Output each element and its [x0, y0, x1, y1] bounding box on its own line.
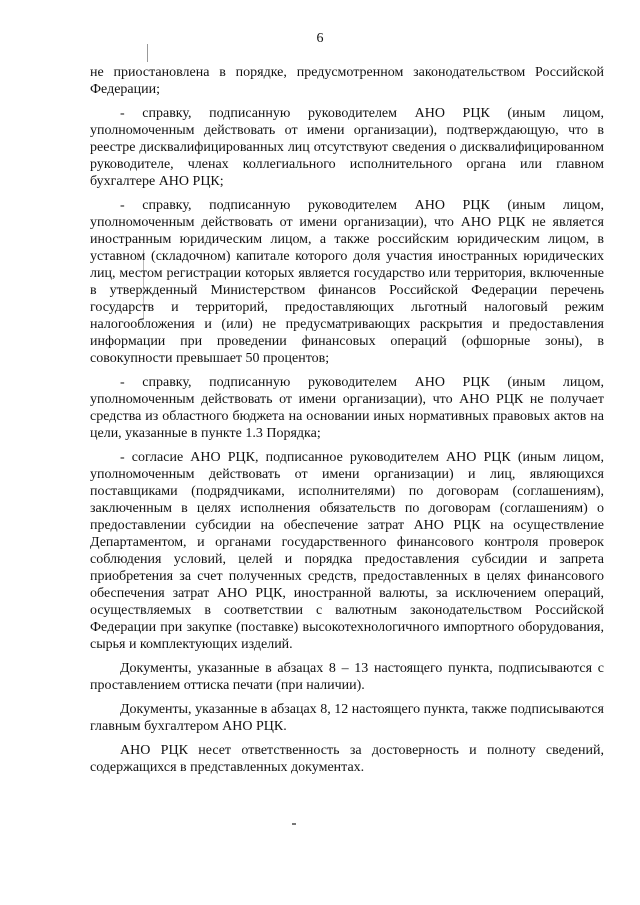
- paragraph-responsibility: АНО РЦК несет ответственность за достоверность и полноту сведений, содержащихся в представленных документах.: [90, 743, 604, 775]
- paragraph-continuation: не приостановлена в порядке, предусмотренном законодательством Российской Федерации;: [90, 65, 604, 97]
- paragraph-documents-accountant: Документы, указанные в абзацах 8, 12 настоящего пункта, также подписываются главным бухгалтером АНО РЦК.: [90, 702, 604, 734]
- scan-dot: [292, 823, 296, 825]
- paragraph-consent: - согласие АНО РЦК, подписанное руководителем АНО РЦК (иным лицом, уполномоченным действовать от имени организации) и лиц, являющихся поставщиками (подрядчиками, исполнителями) по договорам (соглашениям), заключенным в целях исполнения обязательств по договорам (соглашениям) о предоставлении субсидии на обеспечение затрат АНО РЦК на осуществление Департаментом, и органами государственного финансового контроля проверок соблюдения условий, целей и порядка предоставления субсидии и запрета приобретения за счет полученных средств, предоставленных в целях финансового обеспечения затрат АНО РЦК, иностранной валюты, за исключением операций, осуществляемых в соответствии с валютным законодательством Российской Федерации при закупке (поставке) высокотехнологичного импортного оборудования, сырья и комплектующих изделий.: [90, 450, 604, 652]
- document-body: [90, 64, 604, 783]
- scan-mark-top: [147, 44, 148, 62]
- paragraph-disqualification-certificate: - справку, подписанную руководителем АНО РЦК (иным лицом, уполномоченным действовать от имени организации), подтверждающую, что в реестре дисквалифицированных лиц отсутствуют сведения о дисквалифицированном руководителе, членах коллегиального исполнительного органа или главном бухгалтере АНО РЦК;: [90, 106, 604, 189]
- paragraph-foreign-entity-certificate: - справку, подписанную руководителем АНО РЦК (иным лицом, уполномоченным действовать от имени организации), что АНО РЦК не является иностранным юридическим лицом, а также российским юридическим лицом, в уставном (складочном) капитале которого доля участия иностранных юридических лиц, местом регистрации которых является государство или территория, включенные в утвержденный Министерством финансов Российской Федерации перечень государств и территорий, предоставляющих льготный налоговый режим налогообложения и (или) не предусматривающих раскрытия и предоставления информации при проведении финансовых операций (офшорные зоны), в совокупности превышает 50 процентов;: [90, 198, 604, 366]
- paragraph-budget-funds-certificate: - справку, подписанную руководителем АНО РЦК (иным лицом, уполномоченным действовать от имени организации), что АНО РЦК не получает средства из областного бюджета на основании иных нормативных правовых актов на цели, указанные в пункте 1.3 Порядка;: [90, 375, 604, 441]
- page-number: 6: [316, 31, 324, 46]
- paragraph-documents-seal: Документы, указанные в абзацах 8 – 13 настоящего пункта, подписываются с проставлением оттиска печати (при наличии).: [90, 661, 604, 693]
